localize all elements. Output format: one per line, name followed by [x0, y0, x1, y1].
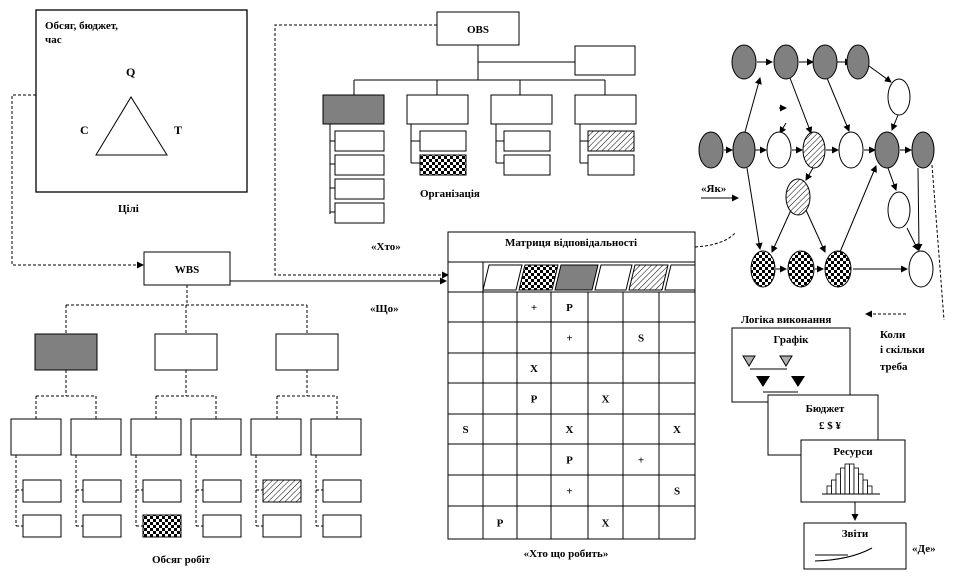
budget-title: Бюджет	[805, 403, 845, 415]
matrix-cell: +	[530, 302, 538, 314]
matrix-cell: X	[530, 363, 538, 375]
network-node	[813, 45, 837, 79]
hatch-pattern-icon	[629, 265, 668, 290]
goal-cost-label: C	[80, 123, 89, 137]
wbs-deliverable-3	[276, 334, 338, 370]
matrix-header-org-4	[595, 265, 632, 290]
histogram-bar	[841, 468, 846, 494]
obs-unit	[335, 155, 384, 175]
wbs-deliverable-1	[35, 334, 97, 370]
network-node	[699, 132, 723, 168]
hatch-pattern-icon	[803, 132, 825, 168]
wbs-work-package	[143, 480, 181, 502]
obs-unit	[335, 131, 384, 151]
network-node	[733, 132, 755, 168]
wbs-subtask	[71, 419, 121, 455]
histogram-bar	[868, 486, 873, 494]
checker-pattern-icon	[143, 515, 181, 537]
resources-title: Ресурси	[833, 446, 873, 458]
obs-dept-4	[575, 95, 636, 124]
reports-title: Звіти	[841, 528, 869, 540]
wbs-work-package	[23, 480, 61, 502]
checker-pattern-icon	[519, 265, 558, 290]
obs-dept-1	[323, 95, 384, 124]
obs-caption: Організація	[420, 188, 480, 200]
wbs-tree	[11, 252, 446, 566]
checker-pattern-icon	[788, 251, 814, 287]
when-label-line1: Коли	[880, 329, 906, 341]
wbs-title: WBS	[174, 264, 200, 276]
matrix-title: Матриця відповідальності	[504, 237, 638, 249]
network-node	[912, 132, 934, 168]
matrix-cell: P	[566, 302, 573, 314]
network-how-label: «Як»	[701, 183, 727, 195]
obs-unit	[335, 203, 384, 223]
histogram-bar	[850, 464, 855, 494]
goals-frame	[36, 10, 247, 192]
schedule-title: Графік	[773, 334, 809, 346]
checker-pattern-icon	[420, 155, 466, 175]
matrix-cell: X	[565, 424, 574, 436]
obs-tree	[323, 12, 636, 253]
histogram-bar	[845, 464, 850, 494]
network-diagram	[695, 45, 944, 373]
histogram-bar	[863, 480, 868, 494]
matrix-cell: X	[601, 517, 610, 530]
obs-unit	[335, 179, 384, 199]
matrix-cell: +	[637, 454, 645, 467]
obs-unit	[504, 155, 550, 175]
network-node	[888, 79, 910, 115]
when-label-line3: треба	[880, 361, 908, 373]
wbs-subtask	[11, 419, 61, 455]
goals-panel	[36, 10, 247, 215]
responsibility-matrix	[448, 232, 695, 560]
histogram-bar	[859, 474, 864, 494]
wbs-work-package	[263, 515, 301, 537]
matrix-to-network-link	[695, 232, 736, 247]
wbs-work-package	[323, 480, 361, 502]
obs-unit	[420, 131, 466, 151]
matrix-cell: S	[637, 332, 645, 345]
obs-staff-box	[575, 46, 635, 75]
network-node	[839, 132, 863, 168]
obs-unit	[588, 155, 634, 175]
wbs-what-label: «Що»	[370, 303, 399, 315]
wbs-subtask	[251, 419, 301, 455]
network-node	[847, 45, 869, 79]
network-node	[888, 192, 910, 228]
hatch-pattern-icon	[588, 131, 634, 151]
wbs-work-package	[83, 515, 121, 537]
matrix-caption: «Хто що робить»	[523, 548, 609, 560]
matrix-header-org-3	[555, 265, 598, 290]
matrix-cell: P	[566, 454, 573, 467]
goals-header-line2: час	[45, 34, 62, 46]
obs-unit	[504, 131, 550, 151]
checker-pattern-icon	[825, 251, 851, 287]
histogram-bar	[836, 474, 841, 494]
histogram-bar	[832, 480, 837, 494]
network-to-cards-link	[932, 165, 944, 320]
goal-quality-label: Q	[126, 65, 136, 79]
wbs-subtask	[311, 419, 361, 455]
goals-header-line1: Обсяг, бюджет,	[45, 20, 119, 32]
wbs-caption: Обсяг робіт	[152, 554, 211, 566]
goal-time-label: T	[174, 123, 183, 137]
matrix-cell: S	[673, 485, 681, 498]
matrix-cell: S	[462, 424, 469, 436]
when-label-line2: і скільки	[880, 344, 925, 356]
wbs-work-package	[83, 480, 121, 502]
matrix-cell: P	[530, 393, 538, 406]
matrix-cell: X	[601, 393, 610, 406]
wbs-work-package	[23, 515, 61, 537]
network-node	[774, 45, 798, 79]
matrix-cell: +	[566, 332, 573, 345]
histogram-bar	[854, 468, 859, 494]
matrix-header-org-1	[483, 265, 522, 290]
obs-title: OBS	[466, 24, 490, 36]
goals-caption: Цілі	[118, 203, 139, 215]
network-node	[875, 132, 899, 168]
where-label: «Де»	[912, 543, 936, 555]
wbs-deliverable-2	[155, 334, 217, 370]
obs-dept-2	[407, 95, 468, 124]
budget-currency: £ $ ¥	[819, 420, 841, 432]
network-node	[732, 45, 756, 79]
wbs-work-package	[203, 480, 241, 502]
hatch-pattern-icon	[786, 179, 810, 215]
wbs-subtask	[131, 419, 181, 455]
histogram-bar	[827, 486, 832, 494]
matrix-cell: +	[566, 485, 573, 498]
hatch-pattern-icon	[263, 480, 301, 502]
matrix-cell: P	[496, 517, 504, 530]
wbs-subtask	[191, 419, 241, 455]
network-node	[767, 132, 791, 168]
obs-dept-3	[491, 95, 552, 124]
obs-who-label: «Хто»	[371, 241, 401, 253]
checker-pattern-icon	[751, 251, 775, 287]
wbs-work-package	[203, 515, 241, 537]
wbs-work-package	[323, 515, 361, 537]
network-caption: Логіка виконання	[741, 314, 832, 326]
matrix-cell: X	[673, 424, 681, 436]
network-node	[909, 251, 933, 287]
